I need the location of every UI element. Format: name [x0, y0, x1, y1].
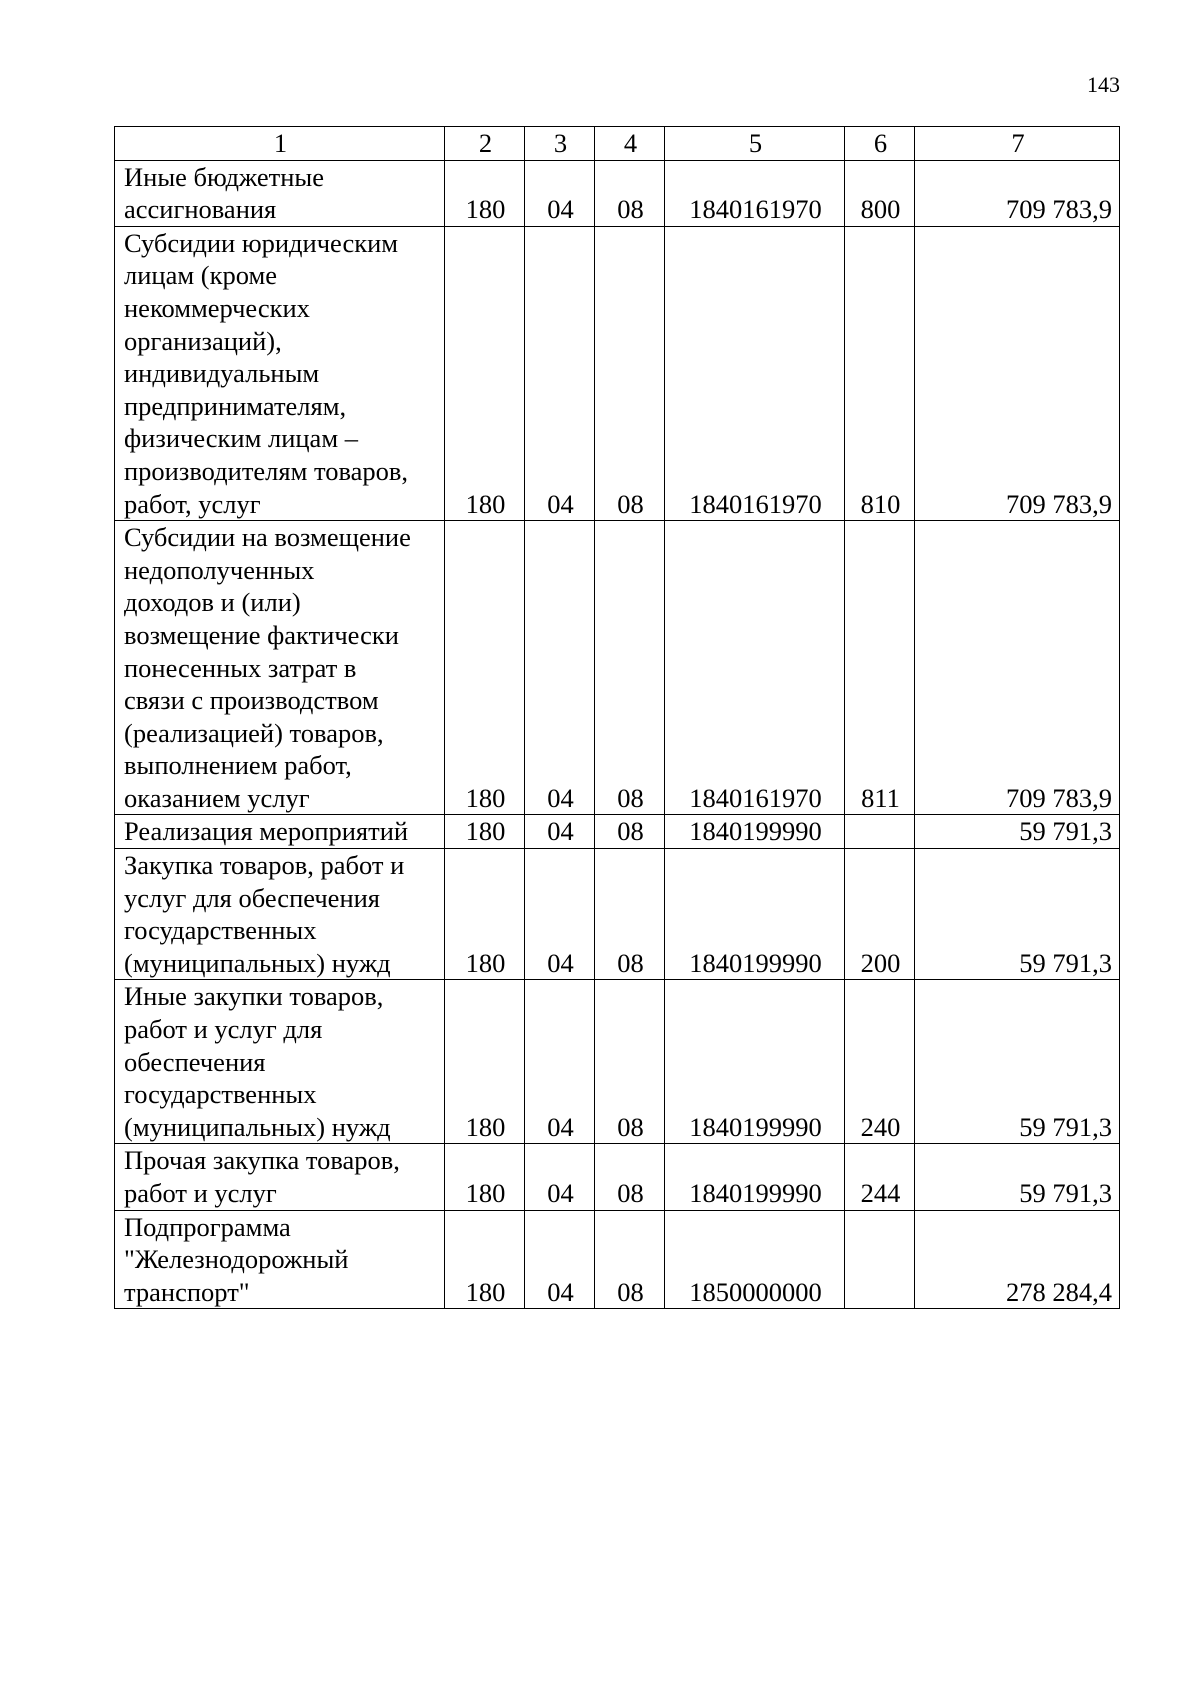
- row-name-cell: [115, 226, 445, 520]
- expense-type-cell: 800: [845, 160, 915, 226]
- column-header: 4: [595, 127, 665, 161]
- row-name-line: связи с производством: [124, 685, 379, 716]
- amount-cell: 59 791,3: [915, 849, 1120, 980]
- table-row: [115, 815, 1120, 849]
- subsection-code-cell: 08: [595, 1144, 665, 1210]
- row-name-cell: [115, 849, 445, 980]
- expense-type-cell: 200: [845, 849, 915, 980]
- row-name-line: возмещение фактически: [124, 619, 399, 650]
- row-name-line: некоммерческих: [124, 292, 310, 323]
- column-header: 1: [115, 127, 445, 161]
- row-name-line: организаций),: [124, 325, 282, 356]
- column-header: 7: [915, 127, 1120, 161]
- section-code-cell: 180: [445, 521, 525, 815]
- table-row: [115, 1210, 1120, 1309]
- target-article-cell: 1840199990: [665, 849, 845, 980]
- expense-type-cell: 810: [845, 226, 915, 520]
- chapter-code-cell: 04: [525, 226, 595, 520]
- row-name-line: оказанием услуг: [124, 782, 310, 813]
- column-header: 2: [445, 127, 525, 161]
- row-name-line: "Железнодорожный: [124, 1244, 349, 1275]
- row-name-line: государственных: [124, 915, 317, 946]
- table-row: [115, 521, 1120, 815]
- row-name-line: Подпрограмма: [124, 1211, 291, 1242]
- section-code-cell: 180: [445, 980, 525, 1144]
- expense-type-cell: [845, 1210, 915, 1309]
- table-row: [115, 980, 1120, 1144]
- section-code-cell: 180: [445, 815, 525, 849]
- chapter-code-cell: 04: [525, 815, 595, 849]
- row-name-line: работ и услуг: [124, 1178, 277, 1208]
- subsection-code-cell: 08: [595, 980, 665, 1144]
- target-article-cell: 1840199990: [665, 815, 845, 849]
- target-article-cell: 1840199990: [665, 1144, 845, 1210]
- subsection-code-cell: 08: [595, 1210, 665, 1309]
- row-name-cell: [115, 521, 445, 815]
- table-row: [115, 1144, 1120, 1210]
- amount-cell: 59 791,3: [915, 980, 1120, 1144]
- chapter-code-cell: 04: [525, 1144, 595, 1210]
- row-name-line: услуг для обеспечения: [124, 882, 380, 913]
- table-body: [115, 160, 1120, 1309]
- row-name-cell: [115, 160, 445, 226]
- target-article-cell: 1840161970: [665, 521, 845, 815]
- row-name-cell: [115, 980, 445, 1144]
- row-name-line: ассигнования: [124, 194, 277, 225]
- row-name-line: работ, услуг: [124, 488, 261, 519]
- column-header: 5: [665, 127, 845, 161]
- expense-type-cell: 811: [845, 521, 915, 815]
- row-name-cell: [115, 815, 445, 849]
- row-name-line: государственных: [124, 1079, 317, 1110]
- table-row: [115, 226, 1120, 520]
- row-name-line: Субсидии юридическим: [124, 227, 399, 258]
- row-name-line: транспорт": [124, 1276, 250, 1307]
- row-name-line: Иные бюджетные: [124, 161, 324, 192]
- table-row: [115, 849, 1120, 980]
- subsection-code-cell: 08: [595, 226, 665, 520]
- budget-table: [114, 126, 1120, 1309]
- amount-cell: 709 783,9: [915, 160, 1120, 226]
- target-article-cell: 1850000000: [665, 1210, 845, 1309]
- target-article-cell: 1840161970: [665, 160, 845, 226]
- expense-type-cell: [845, 815, 915, 849]
- row-name-line: Реализация мероприятий: [124, 816, 409, 847]
- row-name-line: предпринимателям,: [124, 390, 347, 421]
- row-name-line: обеспечения: [124, 1046, 266, 1077]
- amount-cell: 59 791,3: [915, 1144, 1120, 1210]
- row-name-line: работ и услуг для: [124, 1014, 323, 1045]
- subsection-code-cell: 08: [595, 160, 665, 226]
- row-name-line: физическим лицам –: [124, 423, 358, 454]
- row-name-line: недополученных: [124, 554, 315, 585]
- amount-cell: 59 791,3: [915, 815, 1120, 849]
- row-name-line: производителям товаров,: [124, 455, 409, 486]
- row-name-line: понесенных затрат в: [124, 652, 357, 683]
- chapter-code-cell: 04: [525, 160, 595, 226]
- row-name-line: Иные закупки товаров,: [124, 981, 384, 1012]
- row-name-cell: [115, 1144, 445, 1210]
- chapter-code-cell: 04: [525, 849, 595, 980]
- row-name-line: Прочая закупка товаров,: [124, 1145, 400, 1176]
- row-name-cell: [115, 1210, 445, 1309]
- row-name-line: (реализацией) товаров,: [124, 717, 384, 748]
- row-name-line: лицам (кроме: [124, 260, 277, 291]
- row-name-line: индивидуальным: [124, 358, 320, 389]
- column-header: 6: [845, 127, 915, 161]
- page-number: 143: [1087, 72, 1120, 97]
- subsection-code-cell: 08: [595, 849, 665, 980]
- table-row: [115, 160, 1120, 226]
- expense-type-cell: 244: [845, 1144, 915, 1210]
- row-name-line: Закупка товаров, работ и: [124, 850, 405, 881]
- header-row: [115, 127, 1120, 161]
- row-name-line: доходов и (или): [124, 587, 301, 618]
- section-code-cell: 180: [445, 226, 525, 520]
- section-code-cell: 180: [445, 849, 525, 980]
- row-name-line: выполнением работ,: [124, 750, 352, 781]
- section-code-cell: 180: [445, 160, 525, 226]
- expense-type-cell: 240: [845, 980, 915, 1144]
- subsection-code-cell: 08: [595, 815, 665, 849]
- chapter-code-cell: 04: [525, 980, 595, 1144]
- chapter-code-cell: 04: [525, 1210, 595, 1309]
- chapter-code-cell: 04: [525, 521, 595, 815]
- section-code-cell: 180: [445, 1144, 525, 1210]
- subsection-code-cell: 08: [595, 521, 665, 815]
- row-name-line: (муниципальных) нужд: [124, 947, 391, 978]
- amount-cell: 278 284,4: [915, 1210, 1120, 1309]
- target-article-cell: 1840161970: [665, 226, 845, 520]
- row-name-line: Субсидии на возмещение: [124, 522, 411, 553]
- row-name-line: (муниципальных) нужд: [124, 1111, 391, 1142]
- column-header: 3: [525, 127, 595, 161]
- section-code-cell: 180: [445, 1210, 525, 1309]
- amount-cell: 709 783,9: [915, 521, 1120, 815]
- amount-cell: 709 783,9: [915, 226, 1120, 520]
- target-article-cell: 1840199990: [665, 980, 845, 1144]
